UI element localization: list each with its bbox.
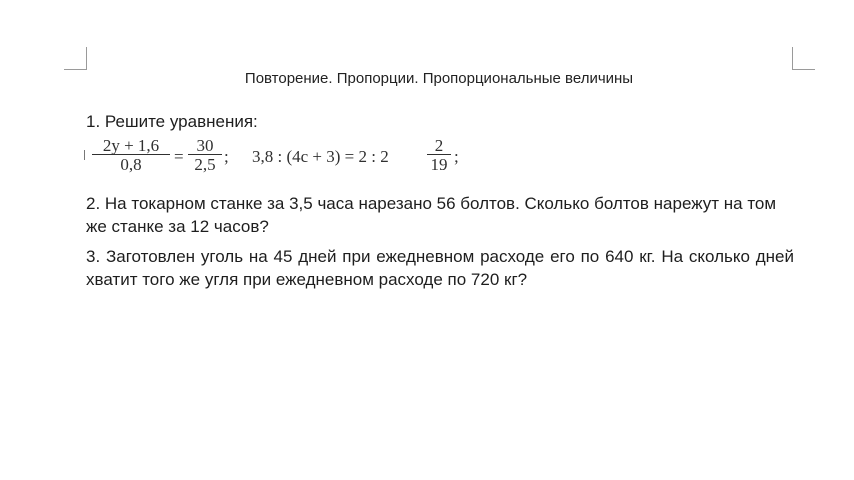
equations-image [86,136,486,178]
equation-1-lhs-denominator: 0,8 [92,154,170,174]
equation-1-rhs-fraction [188,137,222,174]
document-title: Повторение. Пропорции. Пропорциональные величины [244,70,634,87]
equation-1-lhs-numerator: 2y + 1,6 [102,136,160,155]
task-1-heading: 1. Решите уравнения: [86,112,258,131]
crop-mark-top-left [64,47,87,70]
equation-2-mixed-fraction [427,137,451,174]
task-3-paragraph: 3. Заготовлен уголь на 45 дней при ежедневном расходе его по 640 кг. На сколько дней хватит того же угля при ежедневном расходе по 720 кг? [86,247,794,289]
equation-1-equals-sign: = [174,147,184,166]
text-cursor [84,150,85,160]
equation-1-rhs-numerator: 30 [196,136,214,155]
equation-1-separator: ; [224,147,229,166]
equation-2-fraction-denominator: 19 [427,154,451,174]
equation-1-lhs-fraction [92,137,170,174]
crop-mark-top-right [792,47,815,70]
equation-2-fraction-numerator: 2 [434,136,444,155]
equation-2-expression: 3,8 : (4c + 3) = 2 : 2 [252,147,389,166]
equation-1-rhs-denominator: 2,5 [188,154,222,174]
equation-2-separator: ; [454,147,459,166]
task-2-paragraph: 2. На токарном станке за 3,5 часа нарезано 56 болтов. Сколько болтов нарежут на том же станке за 12 часов? [86,194,777,236]
